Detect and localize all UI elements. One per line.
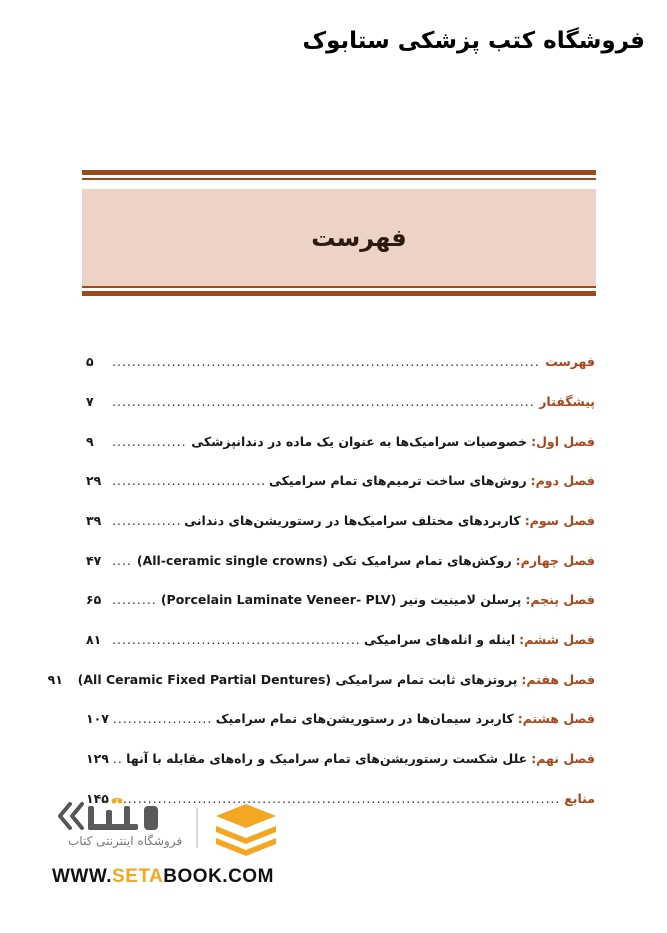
toc-page-number: ۱۲۹ [86,751,109,767]
toc-chapter-label: فصل پنجم: [525,592,595,608]
toc-leader-dots [112,356,541,369]
banner-top-border [82,170,596,180]
toc-chapter-title: روکش‌های تمام سرامیک تکی (All-ceramic single crowns) [136,552,512,568]
logo-caption: فروشگاه اینترنتی کتاب [68,834,183,848]
toc-list [47,329,595,806]
toc-page-number: ۸۱ [86,632,102,647]
toc-chapter-label: فصل هشتم: [517,711,595,727]
toc-leader-dots [112,436,187,449]
toc-chapter-label: فصل سوم: [524,512,595,528]
toc-chapter-label: فصل دوم: [530,473,595,489]
toc-row[interactable] [86,488,595,528]
toc-chapter-title: علل شکست رستوریشن‌های تمام سرامیک و راه‌های مقابله با آنها [126,751,528,767]
setabook-logo [54,798,284,858]
toc-leader-dots [112,396,535,409]
toc-leader-dots [113,753,122,766]
toc-row[interactable] [47,647,595,687]
toc-row[interactable] [86,567,595,607]
toc-chapter-title: پرسلن لامینیت ونیر (Porcelain Laminate Veneer- PLV) [160,592,522,608]
banner-bottom-border [82,286,596,296]
toc-row[interactable] [86,527,595,567]
site-prefix: WWW. [52,866,113,887]
toc-leader-dots [113,713,212,726]
toc-page-number: ۷ [86,393,94,409]
store-title: فروشگاه کتب پزشکی ستابوک [302,28,645,54]
toc-page-number: ۹۱ [47,671,63,687]
toc-chapter-title: روش‌های ساخت ترمیم‌های تمام سرامیکی [269,473,527,489]
toc-page-number: ۱۰۷ [86,711,109,727]
toc-leader-dots [112,515,180,528]
toc-page-number: ۵ [86,354,94,370]
toc-leader-dots [112,475,265,488]
toc-page-number: ۴۷ [86,552,102,568]
toc-row[interactable] [86,448,595,488]
banner-title: فهرست [311,223,407,252]
toc-chapter-label: فصل اول: [531,433,595,449]
toc-banner [82,189,596,286]
toc-chapter-title: کاربردهای مختلف سرامیک‌ها در رستوریشن‌های دندانی [184,512,521,528]
toc-row[interactable] [86,408,595,448]
toc-row[interactable] [86,726,595,766]
toc-leader-dots [112,634,360,647]
toc-chapter-label: فصل نهم: [531,751,595,767]
toc-row[interactable] [86,686,595,726]
brand-wordmark [88,798,158,830]
toc-row[interactable] [86,369,595,409]
toc-leader-dots [112,594,157,607]
toc-chapter-title: اینله و انله‌های سرامیکی [363,632,516,647]
toc-chapter-label: منابع [564,790,595,806]
toc-chapter-title: پروتزهای ثابت تمام سرامیکی (All Ceramic Fixed Partial Dentures) [77,671,518,687]
toc-leader-dots [112,555,133,568]
toc-page-number: ۶۵ [86,592,102,608]
site-brand: SETA [112,866,164,887]
toc-row[interactable] [86,329,595,369]
toc-page-number: ۳۹ [86,512,102,528]
toc-chapter-label: فصل هفتم: [521,671,595,687]
toc-chapter-label: فصل چهارم: [515,552,595,568]
toc-page-number: ۱۴۵ [86,790,109,806]
site-url[interactable] [52,866,274,888]
toc-chapter-label: پیشگفتار [539,393,595,409]
toc-row[interactable] [86,607,595,647]
toc-page-number: ۲۹ [86,473,102,489]
toc-chapter-title: خصوصیات سرامیک‌ها به عنوان یک ماده در دندانپزشکی [191,433,528,449]
toc-chapter-label: فصل ششم: [519,632,595,647]
toc-page-number: ۹ [86,433,94,449]
chevron-icon [60,804,82,828]
toc-chapter-title: کاربرد سیمان‌ها در رستوریشن‌های تمام سرامیک [215,711,514,727]
site-suffix: BOOK.COM [163,866,274,887]
toc-chapter-label: فهرست [545,354,595,370]
book-stack-icon [216,804,276,856]
